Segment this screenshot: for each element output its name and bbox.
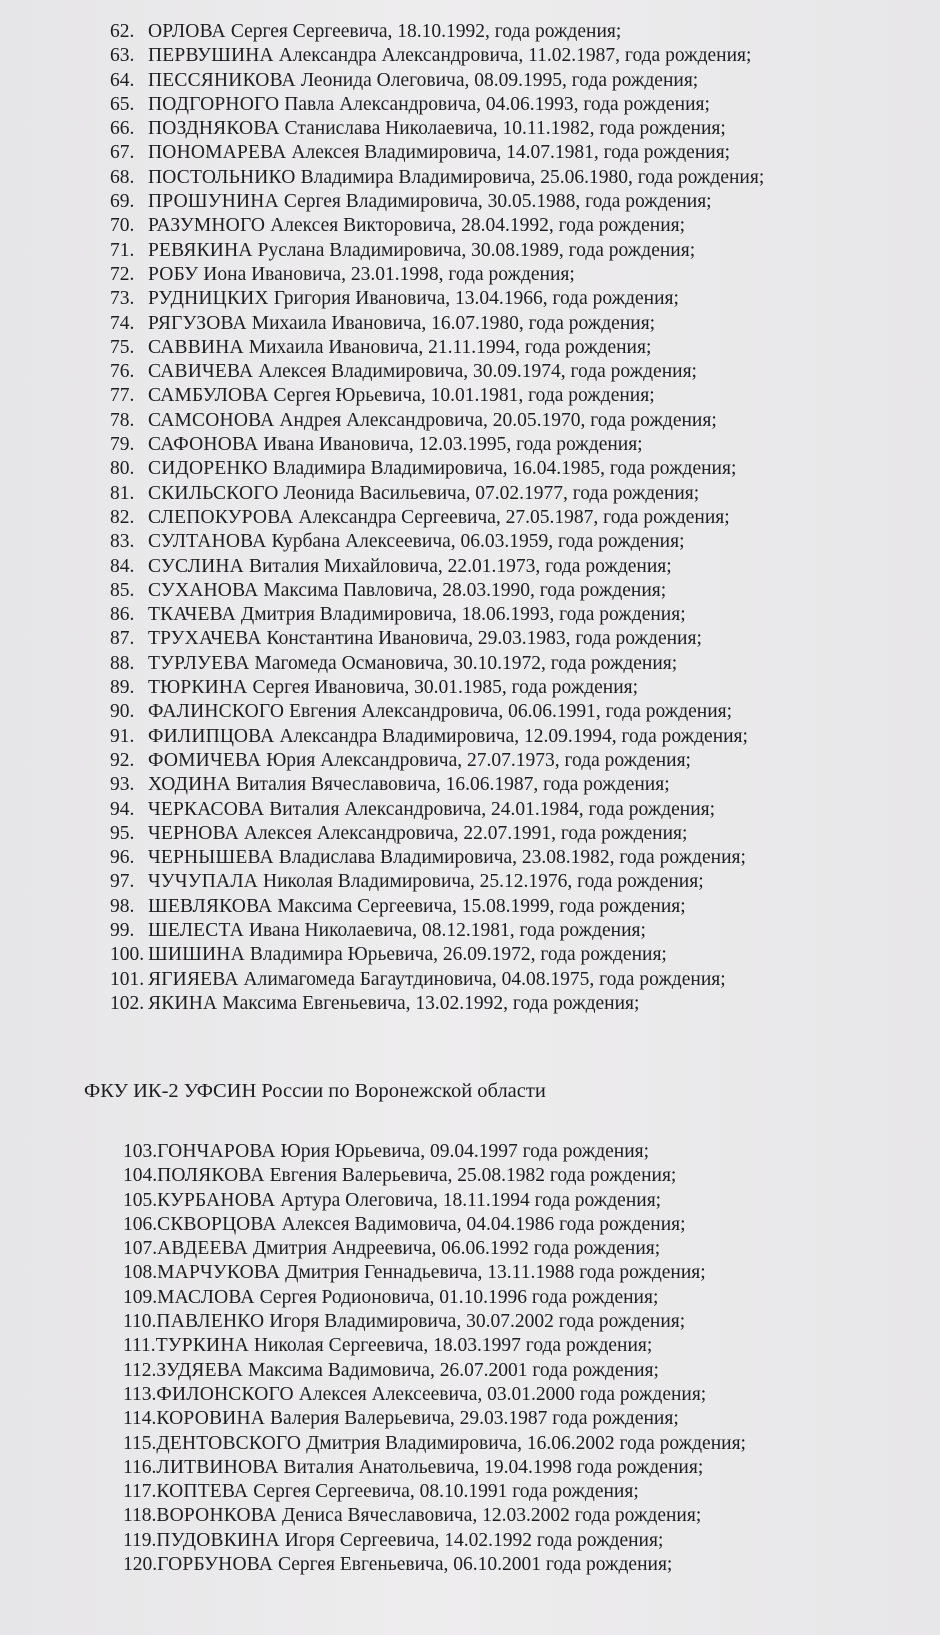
entry-details: Сергея Евгеньевича, 06.10.2001 года рождения; (277, 1554, 673, 1576)
list-item (110, 506, 764, 530)
entry-details: Алексея Викторовича, 28.04.1992, года рождения; (270, 215, 686, 237)
entry-surname: ПУДОВКИНА (156, 1529, 280, 1551)
entry-number: 101. (110, 968, 145, 990)
entry-number: 106. (123, 1213, 158, 1235)
entry-surname: КУРБАНОВА (157, 1189, 276, 1211)
list-item (110, 409, 764, 433)
entry-details: Леонида Олеговича, 08.09.1995, года рождения; (300, 69, 699, 91)
entry-surname: ГОНЧАРОВА (157, 1141, 276, 1162)
entry-details: Евгения Валерьевича, 25.08.1982 года рождения; (269, 1165, 677, 1187)
entry-surname: ПРОШУНИНА (148, 191, 279, 213)
entry-surname: ТУРЛУЕВА (148, 652, 250, 674)
entry-details: Дениса Вячеславовича, 12.03.2002 года рождения; (282, 1505, 702, 1527)
entry-details: Леонида Васильевича, 07.02.1977, года рождения; (283, 482, 700, 504)
entry-details: Максима Евгеньевича, 13.02.1992, года рождения; (222, 992, 640, 1014)
entry-surname: РЕВЯКИНА (148, 239, 253, 261)
entry-surname: ЧЕРНОВА (148, 822, 239, 844)
list-item (110, 895, 764, 919)
entry-details: Николая Владимировича, 25.12.1976, года рождения; (263, 871, 704, 893)
list-item (123, 1261, 746, 1285)
entry-number: 104. (123, 1165, 158, 1187)
entry-details: Владислава Владимировича, 23.08.1982, года рождения; (278, 847, 746, 869)
list-item (123, 1383, 746, 1407)
list-item (110, 555, 764, 579)
entry-number: 100. (110, 944, 145, 966)
list-item (110, 968, 764, 992)
entry-details: Сергея Юрьевича, 10.01.1981, года рождения; (273, 385, 655, 407)
entry-number: 115. (123, 1432, 157, 1454)
list-item (110, 627, 764, 651)
entry-surname: ШЕВЛЯКОВА (148, 895, 273, 917)
list-item (123, 1310, 746, 1334)
entry-details: Михаила Ивановича, 16.07.1980, года рождения; (251, 312, 656, 334)
entry-surname: ПОСТОЛЬНИКО (148, 166, 296, 188)
entry-number: 87. (110, 628, 135, 650)
entry-number: 105. (123, 1189, 158, 1211)
entry-surname: ХОДИНА (148, 774, 231, 796)
list-item (123, 1432, 746, 1456)
entry-surname: СКИЛЬСКОГО (148, 482, 279, 504)
list-item (110, 214, 764, 238)
entry-details: Сергея Сергеевича, 18.10.1992, года рождения; (230, 21, 622, 42)
list-item (110, 725, 764, 749)
institution-heading: ФКУ ИК-2 УФСИН России по Воронежской области (84, 1080, 546, 1102)
list-item (110, 579, 764, 603)
entry-details: Павла Александровича, 04.06.1993, года рождения; (284, 93, 710, 115)
entry-number: 89. (110, 677, 135, 699)
entry-number: 107. (123, 1238, 158, 1260)
entry-surname: ЧЕРКАСОВА (148, 798, 265, 820)
list-item (110, 69, 764, 93)
entry-surname: ТУРКИНА (155, 1335, 249, 1357)
entry-surname: АВДЕЕВА (157, 1238, 248, 1260)
entry-surname: ПЕРВУШИНА (148, 45, 274, 67)
entry-details: Владимира Владимировича, 25.06.1980, года рождения; (300, 166, 765, 188)
list-item (110, 360, 764, 384)
list-item (110, 919, 764, 943)
entry-number: 72. (110, 263, 135, 285)
entry-surname: РАЗУМНОГО (148, 215, 266, 237)
entry-number: 78. (110, 409, 135, 431)
entry-details: Максима Вадимовича, 26.07.2001 года рождения; (248, 1359, 659, 1381)
entry-details: Алексея Владимировича, 14.07.1981, года рождения; (291, 142, 731, 164)
entry-number: 63. (110, 45, 135, 67)
list-item (110, 992, 764, 1016)
entry-surname: СУЛТАНОВА (148, 531, 267, 553)
list-item (110, 822, 764, 846)
entry-number: 108. (123, 1262, 158, 1284)
list-item (123, 1407, 746, 1431)
entry-details: Магомеда Османовича, 30.10.1972, года рождения; (254, 652, 678, 674)
entry-number: 85. (110, 579, 135, 601)
entry-number: 73. (110, 288, 135, 310)
list-item (123, 1213, 746, 1237)
list-item (110, 530, 764, 554)
list-item (110, 943, 764, 967)
entry-number: 92. (110, 749, 135, 771)
list-item (123, 1553, 746, 1577)
list-item (110, 676, 764, 700)
list-item (110, 870, 764, 894)
list-item (123, 1189, 746, 1213)
entry-number: 84. (110, 555, 135, 577)
list-item (110, 141, 764, 165)
entry-details: Константина Ивановича, 29.03.1983, года рождения; (266, 628, 702, 650)
entry-number: 94. (110, 798, 135, 820)
entry-surname: ОРЛОВА (148, 21, 226, 42)
entry-surname: ЯГИЯЕВА (148, 968, 239, 990)
entry-number: 97. (110, 871, 135, 893)
entry-details: Игоря Владимировича, 30.07.2002 года рождения; (269, 1311, 686, 1333)
list-item (110, 44, 764, 68)
entry-number: 110. (123, 1311, 157, 1333)
entry-number: 113. (123, 1383, 157, 1405)
entry-surname: ФАЛИНСКОГО (148, 701, 285, 723)
entry-surname: РЯГУЗОВА (148, 312, 247, 334)
entry-surname: РУДНИЦКИХ (148, 288, 269, 310)
person-list (110, 20, 764, 1016)
entry-number: 74. (110, 312, 135, 334)
entry-surname: ПОЗДНЯКОВА (148, 118, 280, 140)
entry-surname: САМБУЛОВА (148, 385, 269, 407)
entry-details: Станислава Николаевича, 10.11.1982, года рождения; (284, 118, 726, 140)
entry-number: 117. (123, 1481, 157, 1503)
entry-number: 76. (110, 361, 135, 383)
entry-number: 69. (110, 191, 135, 213)
entry-details: Курбана Алексеевича, 06.03.1959, года рождения; (271, 531, 685, 553)
entry-number: 83. (110, 531, 135, 553)
entry-surname: СУХАНОВА (148, 579, 259, 601)
entry-details: Андрея Александровича, 20.05.1970, года рождения; (279, 409, 717, 431)
entry-surname: ЯКИНА (148, 992, 218, 1014)
entry-surname: ТЮРКИНА (148, 677, 248, 699)
list-item (110, 433, 764, 457)
entry-details: Максима Сергеевича, 15.08.1999, года рождения; (277, 895, 686, 917)
entry-number: 71. (110, 239, 135, 261)
entry-details: Сергея Родионовича, 01.10.1996 года рождения; (259, 1286, 659, 1308)
entry-surname: ЧЕРНЫШЕВА (148, 847, 274, 869)
list-item (123, 1164, 746, 1188)
entry-surname: ТРУХАЧЕВА (148, 628, 262, 650)
list-item (110, 166, 764, 190)
list-item (123, 1456, 746, 1480)
entry-number: 109. (123, 1286, 158, 1308)
entry-number: 62. (110, 21, 135, 42)
list-item (110, 457, 764, 481)
list-item (110, 239, 764, 263)
entry-surname: РОБУ (148, 263, 199, 285)
entry-surname: СКВОРЦОВА (157, 1213, 277, 1235)
entry-number: 103. (123, 1141, 158, 1162)
entry-number: 119. (123, 1529, 157, 1551)
entry-surname: ФОМИЧЕВА (148, 749, 262, 771)
entry-surname: ФИЛОНСКОГО (156, 1383, 294, 1405)
entry-surname: САВИЧЕВА (148, 361, 254, 383)
list-item (110, 117, 764, 141)
entry-number: 66. (110, 118, 135, 140)
entry-number: 75. (110, 336, 135, 358)
list-item (110, 846, 764, 870)
entry-details: Руслана Владимировича, 30.08.1989, года рождения; (257, 239, 696, 261)
list-item (123, 1504, 746, 1528)
entry-surname: ЧУЧУПАЛА (148, 871, 259, 893)
entry-details: Григория Ивановича, 13.04.1966, года рождения; (273, 288, 679, 310)
entry-details: Владимира Юрьевича, 26.09.1972, года рождения; (249, 944, 667, 966)
list-item (123, 1334, 746, 1358)
entry-number: 68. (110, 166, 135, 188)
entry-number: 112. (123, 1359, 157, 1381)
entry-details: Виталия Вячеславовича, 16.06.1987, года рождения; (235, 774, 670, 796)
entry-surname: ШЕЛЕСТА (148, 919, 244, 941)
entry-number: 86. (110, 604, 135, 626)
entry-details: Алексея Алексеевича, 03.01.2000 года рождения; (298, 1383, 707, 1405)
entry-surname: ЛИТВИНОВА (156, 1456, 279, 1478)
entry-details: Дмитрия Геннадьевича, 13.11.1988 года рождения; (285, 1262, 706, 1284)
entry-details: Дмитрия Андреевича, 06.06.1992 года рождения; (252, 1238, 661, 1260)
entry-surname: ЗУДЯЕВА (156, 1359, 244, 1381)
entry-surname: САМСОНОВА (148, 409, 275, 431)
entry-details: Юрия Юрьевича, 09.04.1997 года рождения; (280, 1141, 650, 1162)
list-item (110, 263, 764, 287)
entry-details: Валерия Валерьевича, 29.03.1987 года рождения; (270, 1408, 679, 1430)
entry-number: 102. (110, 992, 145, 1014)
list-item (110, 798, 764, 822)
entry-details: Александра Владимировича, 12.09.1994, года рождения; (279, 725, 748, 747)
entry-details: Артура Олеговича, 18.11.1994 года рождения; (280, 1189, 662, 1211)
entry-number: 111. (123, 1335, 156, 1357)
institution-person-list (123, 1140, 746, 1577)
list-item (110, 312, 764, 336)
entry-details: Александра Сергеевича, 27.05.1987, года рождения; (298, 506, 730, 528)
list-item (110, 336, 764, 360)
entry-number: 120. (123, 1554, 158, 1576)
entry-number: 81. (110, 482, 135, 504)
entry-details: Алексея Владимировича, 30.09.1974, года рождения; (258, 361, 697, 383)
entry-details: Алексея Вадимовича, 04.04.1986 года рождения; (281, 1213, 686, 1235)
entry-details: Дмитрия Владимировича, 16.06.2002 года рождения; (306, 1432, 746, 1454)
entry-number: 80. (110, 458, 135, 480)
entry-number: 64. (110, 69, 135, 91)
entry-surname: ГОРБУНОВА (157, 1554, 273, 1576)
entry-surname: ШИШИНА (148, 944, 245, 966)
entry-details: Ивана Николаевича, 08.12.1981, года рождения; (248, 919, 646, 941)
entry-details: Михаила Ивановича, 21.11.1994, года рождения; (248, 336, 652, 358)
entry-details: Максима Павловича, 28.03.1990, года рождения; (263, 579, 667, 601)
entry-number: 93. (110, 774, 135, 796)
entry-surname: ВОРОНКОВА (156, 1505, 278, 1527)
entry-number: 114. (123, 1408, 157, 1430)
entry-details: Сергея Владимировича, 30.05.1988, года рождения; (283, 191, 712, 213)
entry-number: 118. (123, 1505, 157, 1527)
entry-details: Виталия Александровича, 24.01.1984, года рождения; (269, 798, 716, 820)
list-item (110, 603, 764, 627)
entry-details: Ивана Ивановича, 12.03.1995, года рождения; (263, 434, 643, 456)
entry-details: Иона Ивановича, 23.01.1998, года рождения; (203, 263, 575, 285)
entry-details: Владимира Владимировича, 16.04.1985, года рождения; (272, 458, 737, 480)
entry-number: 82. (110, 506, 135, 528)
entry-surname: ПОДГОРНОГО (148, 93, 280, 115)
entry-number: 88. (110, 652, 135, 674)
entry-number: 116. (123, 1456, 157, 1478)
entry-number: 65. (110, 93, 135, 115)
entry-details: Евгения Александровича, 06.06.1991, года рождения; (289, 701, 733, 723)
entry-surname: ФИЛИПЦОВА (148, 725, 275, 747)
list-item (123, 1237, 746, 1261)
entry-number: 95. (110, 822, 135, 844)
list-item (123, 1286, 746, 1310)
list-item (110, 652, 764, 676)
entry-details: Виталия Михайловича, 22.01.1973, года рождения; (248, 555, 672, 577)
entry-details: Игоря Сергеевича, 14.02.1992 года рождения; (284, 1529, 664, 1551)
entry-surname: ПАВЛЕНКО (156, 1311, 265, 1333)
list-item (110, 482, 764, 506)
list-item (123, 1529, 746, 1553)
entry-number: 70. (110, 215, 135, 237)
entry-surname: ПОНОМАРЕВА (148, 142, 287, 164)
entry-surname: КОРОВИНА (156, 1408, 266, 1430)
entry-surname: САФОНОВА (148, 434, 259, 456)
entry-surname: КОПТЕВА (156, 1481, 249, 1503)
entry-surname: СЛЕПОКУРОВА (148, 506, 294, 528)
entry-details: Виталия Анатольевича, 19.04.1998 года рождения; (283, 1456, 704, 1478)
entry-surname: САВВИНА (148, 336, 244, 358)
entry-number: 77. (110, 385, 135, 407)
entry-number: 79. (110, 434, 135, 456)
entry-number: 98. (110, 895, 135, 917)
entry-details: Александра Александровича, 11.02.1987, года рождения; (278, 45, 752, 67)
list-item (110, 773, 764, 797)
entry-surname: СИДОРЕНКО (148, 458, 268, 480)
list-item (110, 287, 764, 311)
entry-number: 99. (110, 919, 135, 941)
entry-details: Алексея Александровича, 22.07.1991, года рождения; (243, 822, 688, 844)
entry-number: 96. (110, 847, 135, 869)
entry-details: Сергея Сергеевича, 08.10.1991 года рождения; (253, 1481, 639, 1503)
list-item (110, 190, 764, 214)
entry-surname: ПЕССЯНИКОВА (148, 69, 296, 91)
entry-surname: ДЕНТОВСКОГО (156, 1432, 302, 1454)
entry-surname: СУСЛИНА (148, 555, 244, 577)
list-item (110, 384, 764, 408)
entry-details: Юрия Александровича, 27.07.1973, года рождения; (266, 749, 691, 771)
entry-details: Николая Сергеевича, 18.03.1997 года рождения; (253, 1335, 653, 1357)
entry-number: 67. (110, 142, 135, 164)
list-item (110, 749, 764, 773)
entry-surname: ПОЛЯКОВА (157, 1165, 265, 1187)
list-item (123, 1480, 746, 1504)
entry-details: Алимагомеда Багаутдиновича, 04.08.1975, года рождения; (243, 968, 726, 990)
list-item (123, 1359, 746, 1383)
entry-surname: МАРЧУКОВА (157, 1262, 281, 1284)
entry-number: 91. (110, 725, 135, 747)
entry-surname: ТКАЧЕВА (148, 604, 236, 626)
entry-surname: МАСЛОВА (157, 1286, 255, 1308)
list-item (110, 700, 764, 724)
list-item (110, 93, 764, 117)
list-item (123, 1140, 746, 1164)
entry-number: 90. (110, 701, 135, 723)
entry-details: Дмитрия Владимировича, 18.06.1993, года рождения; (240, 604, 686, 626)
entry-details: Сергея Ивановича, 30.01.1985, года рождения; (252, 677, 639, 699)
list-item (110, 20, 764, 44)
